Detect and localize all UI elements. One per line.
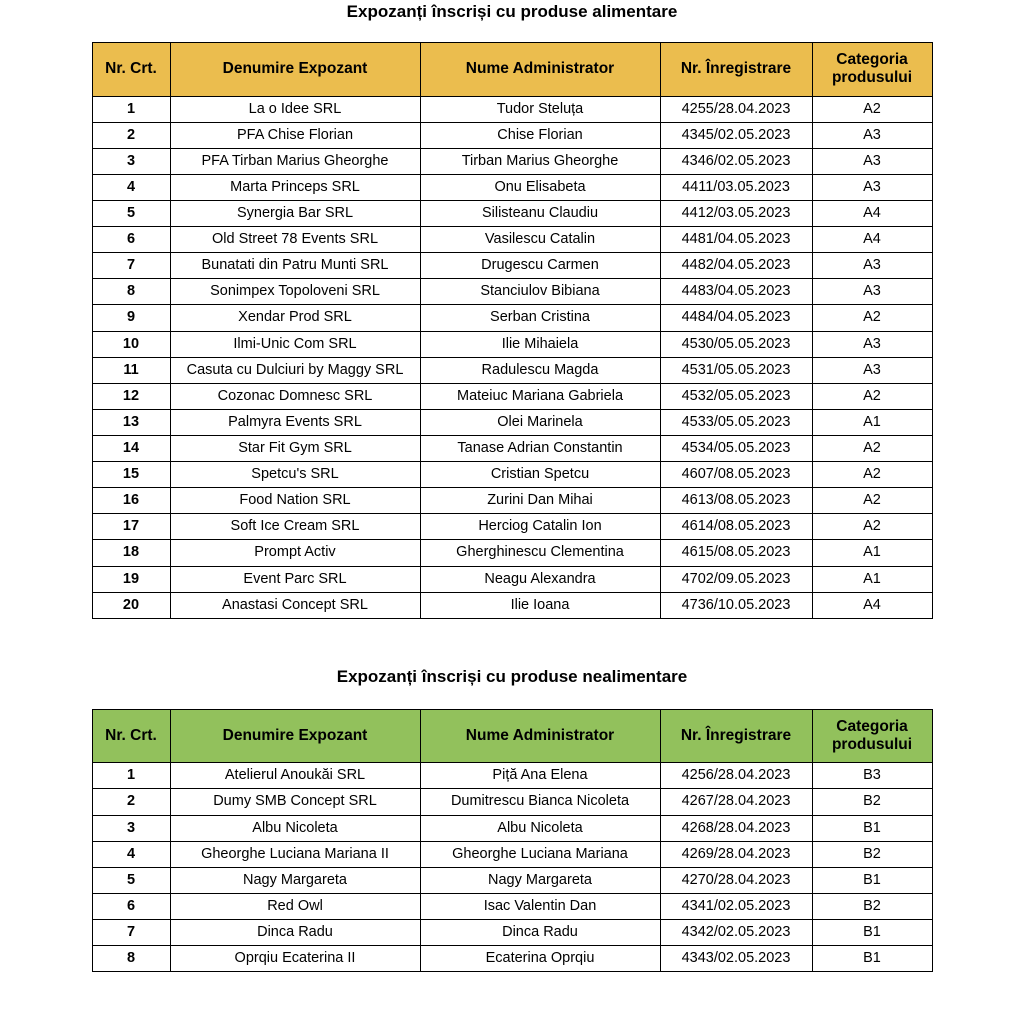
table-row [92, 279, 932, 305]
cell-nr: 18 [92, 540, 170, 566]
cell-administrator: Piță Ana Elena [420, 763, 660, 789]
cell-inregistrare: 4270/28.04.2023 [660, 867, 812, 893]
cell-nr: 5 [92, 201, 170, 227]
cell-inregistrare: 4411/03.05.2023 [660, 174, 812, 200]
cell-categorie: A3 [812, 122, 932, 148]
table-row [92, 919, 932, 945]
cell-administrator: Tudor Steluța [420, 96, 660, 122]
cell-categorie: A1 [812, 566, 932, 592]
cell-inregistrare: 4533/05.05.2023 [660, 409, 812, 435]
cell-nr: 15 [92, 462, 170, 488]
cell-inregistrare: 4534/05.05.2023 [660, 435, 812, 461]
cell-administrator: Chise Florian [420, 122, 660, 148]
table-body-alimentare [92, 96, 932, 618]
cell-categorie: B2 [812, 893, 932, 919]
cell-inregistrare: 4482/04.05.2023 [660, 253, 812, 279]
cell-nr: 2 [92, 122, 170, 148]
cell-denumire: Event Parc SRL [170, 566, 420, 592]
column-header-nr-inregistrare: Nr. Înregistrare [660, 43, 812, 97]
table-row [92, 488, 932, 514]
page-title-alimentare: Expozanți înscriși cu produse alimentare [346, 2, 678, 21]
cell-denumire: Dumy SMB Concept SRL [170, 789, 420, 815]
table-exhibitors-nealimentare [92, 709, 933, 972]
cell-inregistrare: 4531/05.05.2023 [660, 357, 812, 383]
cell-denumire: Ilmi-Unic Com SRL [170, 331, 420, 357]
cell-inregistrare: 4256/28.04.2023 [660, 763, 812, 789]
cell-nr: 9 [92, 305, 170, 331]
cell-nr: 4 [92, 841, 170, 867]
table-row [92, 763, 932, 789]
cell-nr: 16 [92, 488, 170, 514]
column-header-nume-administrator: Nume Administrator [420, 709, 660, 763]
cell-inregistrare: 4341/02.05.2023 [660, 893, 812, 919]
cell-administrator: Silisteanu Claudiu [420, 201, 660, 227]
cell-nr: 8 [92, 279, 170, 305]
cell-inregistrare: 4736/10.05.2023 [660, 592, 812, 618]
cell-nr: 2 [92, 789, 170, 815]
table-header-alimentare [92, 43, 932, 97]
cell-inregistrare: 4702/09.05.2023 [660, 566, 812, 592]
cell-nr: 12 [92, 383, 170, 409]
table-row [92, 122, 932, 148]
cell-nr: 6 [92, 893, 170, 919]
table-row [92, 514, 932, 540]
column-header-denumire-expozant: Denumire Expozant [170, 43, 420, 97]
cell-inregistrare: 4484/04.05.2023 [660, 305, 812, 331]
cell-denumire: Gheorghe Luciana Mariana II [170, 841, 420, 867]
cell-categorie: A2 [812, 435, 932, 461]
table-row [92, 540, 932, 566]
page-title-nealimentare: Expozanți înscriși cu produse nealimentare [336, 666, 688, 686]
cell-nr: 13 [92, 409, 170, 435]
cell-nr: 6 [92, 227, 170, 253]
cell-nr: 17 [92, 514, 170, 540]
cell-categorie: A2 [812, 462, 932, 488]
cell-nr: 1 [92, 96, 170, 122]
cell-categorie: A4 [812, 592, 932, 618]
cell-administrator: Olei Marinela [420, 409, 660, 435]
cell-categorie: A2 [812, 305, 932, 331]
cell-denumire: Anastasi Concept SRL [170, 592, 420, 618]
cell-categorie: B2 [812, 841, 932, 867]
cell-denumire: Marta Princeps SRL [170, 174, 420, 200]
column-header-nume-administrator: Nume Administrator [420, 43, 660, 97]
cell-administrator: Dinca Radu [420, 919, 660, 945]
cell-inregistrare: 4483/04.05.2023 [660, 279, 812, 305]
cell-nr: 7 [92, 919, 170, 945]
cell-nr: 20 [92, 592, 170, 618]
column-header-nr-inregistrare: Nr. Înregistrare [660, 709, 812, 763]
cell-inregistrare: 4255/28.04.2023 [660, 96, 812, 122]
cell-categorie: A4 [812, 227, 932, 253]
cell-inregistrare: 4481/04.05.2023 [660, 227, 812, 253]
cell-administrator: Tirban Marius Gheorghe [420, 148, 660, 174]
cell-categorie: A2 [812, 514, 932, 540]
cell-categorie: B3 [812, 763, 932, 789]
cell-administrator: Gheorghe Luciana Mariana [420, 841, 660, 867]
cell-administrator: Serban Cristina [420, 305, 660, 331]
cell-administrator: Vasilescu Catalin [420, 227, 660, 253]
cell-denumire: Albu Nicoleta [170, 815, 420, 841]
cell-administrator: Ilie Ioana [420, 592, 660, 618]
cell-nr: 1 [92, 763, 170, 789]
cell-administrator: Gherghinescu Clementina [420, 540, 660, 566]
cell-categorie: A1 [812, 409, 932, 435]
cell-inregistrare: 4269/28.04.2023 [660, 841, 812, 867]
cell-denumire: Food Nation SRL [170, 488, 420, 514]
cell-administrator: Tanase Adrian Constantin [420, 435, 660, 461]
cell-denumire: Synergia Bar SRL [170, 201, 420, 227]
cell-categorie: A3 [812, 331, 932, 357]
cell-administrator: Isac Valentin Dan [420, 893, 660, 919]
cell-categorie: B1 [812, 946, 932, 972]
table-header-row [92, 43, 932, 97]
table-row [92, 227, 932, 253]
cell-categorie: B2 [812, 789, 932, 815]
cell-administrator: Radulescu Magda [420, 357, 660, 383]
cell-nr: 5 [92, 867, 170, 893]
column-header-categoria-produsului: Categoria produsului [812, 709, 932, 763]
table-row [92, 435, 932, 461]
cell-denumire: Nagy Margareta [170, 867, 420, 893]
cell-inregistrare: 4615/08.05.2023 [660, 540, 812, 566]
cell-administrator: Onu Elisabeta [420, 174, 660, 200]
cell-inregistrare: 4530/05.05.2023 [660, 331, 812, 357]
cell-administrator: Drugescu Carmen [420, 253, 660, 279]
cell-categorie: A3 [812, 148, 932, 174]
cell-administrator: Ilie Mihaiela [420, 331, 660, 357]
cell-inregistrare: 4607/08.05.2023 [660, 462, 812, 488]
cell-inregistrare: 4346/02.05.2023 [660, 148, 812, 174]
table-row [92, 331, 932, 357]
cell-nr: 14 [92, 435, 170, 461]
cell-denumire: Old Street 78 Events SRL [170, 227, 420, 253]
cell-categorie: A4 [812, 201, 932, 227]
cell-denumire: Spetcu's SRL [170, 462, 420, 488]
cell-administrator: Nagy Margareta [420, 867, 660, 893]
cell-administrator: Ecaterina Oprqiu [420, 946, 660, 972]
cell-categorie: A1 [812, 540, 932, 566]
cell-denumire: Dinca Radu [170, 919, 420, 945]
cell-inregistrare: 4268/28.04.2023 [660, 815, 812, 841]
section-nealimentare [0, 619, 1024, 972]
cell-denumire: Xendar Prod SRL [170, 305, 420, 331]
cell-denumire: Star Fit Gym SRL [170, 435, 420, 461]
cell-denumire: Bunatati din Patru Munti SRL [170, 253, 420, 279]
cell-nr: 4 [92, 174, 170, 200]
cell-nr: 19 [92, 566, 170, 592]
cell-administrator: Zurini Dan Mihai [420, 488, 660, 514]
cell-nr: 8 [92, 946, 170, 972]
column-header-categoria-produsului: Categoria produsului [812, 43, 932, 97]
table-row [92, 409, 932, 435]
table-row [92, 357, 932, 383]
table-row [92, 305, 932, 331]
cell-denumire: Oprqiu Ecaterina II [170, 946, 420, 972]
table-row [92, 462, 932, 488]
table-row [92, 592, 932, 618]
cell-categorie: B1 [812, 815, 932, 841]
table-row [92, 789, 932, 815]
cell-administrator: Herciog Catalin Ion [420, 514, 660, 540]
cell-inregistrare: 4342/02.05.2023 [660, 919, 812, 945]
cell-categorie: B1 [812, 867, 932, 893]
cell-administrator: Neagu Alexandra [420, 566, 660, 592]
table-row [92, 253, 932, 279]
table-header-nealimentare [92, 709, 932, 763]
cell-denumire: PFA Tirban Marius Gheorghe [170, 148, 420, 174]
table-row [92, 566, 932, 592]
table-row [92, 841, 932, 867]
cell-administrator: Stanciulov Bibiana [420, 279, 660, 305]
table-row [92, 893, 932, 919]
cell-denumire: Red Owl [170, 893, 420, 919]
table-body-nealimentare [92, 763, 932, 972]
cell-categorie: A2 [812, 96, 932, 122]
cell-inregistrare: 4412/03.05.2023 [660, 201, 812, 227]
cell-categorie: A3 [812, 357, 932, 383]
table-row [92, 96, 932, 122]
table-row [92, 201, 932, 227]
cell-administrator: Dumitrescu Bianca Nicoleta [420, 789, 660, 815]
cell-denumire: Soft Ice Cream SRL [170, 514, 420, 540]
cell-denumire: Casuta cu Dulciuri by Maggy SRL [170, 357, 420, 383]
column-header-nr-crt: Nr. Crt. [92, 43, 170, 97]
cell-denumire: Sonimpex Topoloveni SRL [170, 279, 420, 305]
cell-inregistrare: 4613/08.05.2023 [660, 488, 812, 514]
table-row [92, 383, 932, 409]
cell-denumire: PFA Chise Florian [170, 122, 420, 148]
cell-administrator: Albu Nicoleta [420, 815, 660, 841]
table-row [92, 148, 932, 174]
cell-inregistrare: 4614/08.05.2023 [660, 514, 812, 540]
table-row [92, 174, 932, 200]
cell-nr: 7 [92, 253, 170, 279]
cell-inregistrare: 4532/05.05.2023 [660, 383, 812, 409]
cell-categorie: A2 [812, 383, 932, 409]
table-row [92, 867, 932, 893]
cell-categorie: A2 [812, 488, 932, 514]
cell-denumire: Cozonac Domnesc SRL [170, 383, 420, 409]
cell-categorie: A3 [812, 253, 932, 279]
cell-inregistrare: 4345/02.05.2023 [660, 122, 812, 148]
table-row [92, 815, 932, 841]
cell-administrator: Mateiuc Mariana Gabriela [420, 383, 660, 409]
cell-denumire: Prompt Activ [170, 540, 420, 566]
cell-nr: 11 [92, 357, 170, 383]
cell-denumire: La o Idee SRL [170, 96, 420, 122]
table-header-row [92, 709, 932, 763]
cell-denumire: Palmyra Events SRL [170, 409, 420, 435]
cell-nr: 3 [92, 148, 170, 174]
cell-categorie: A3 [812, 279, 932, 305]
cell-denumire: Atelierul Anoukăi SRL [170, 763, 420, 789]
cell-categorie: A3 [812, 174, 932, 200]
column-header-denumire-expozant: Denumire Expozant [170, 709, 420, 763]
cell-categorie: B1 [812, 919, 932, 945]
table-row [92, 946, 932, 972]
cell-nr: 10 [92, 331, 170, 357]
cell-inregistrare: 4267/28.04.2023 [660, 789, 812, 815]
table-exhibitors-alimentare [92, 42, 933, 619]
cell-nr: 3 [92, 815, 170, 841]
cell-inregistrare: 4343/02.05.2023 [660, 946, 812, 972]
cell-administrator: Cristian Spetcu [420, 462, 660, 488]
column-header-nr-crt: Nr. Crt. [92, 709, 170, 763]
